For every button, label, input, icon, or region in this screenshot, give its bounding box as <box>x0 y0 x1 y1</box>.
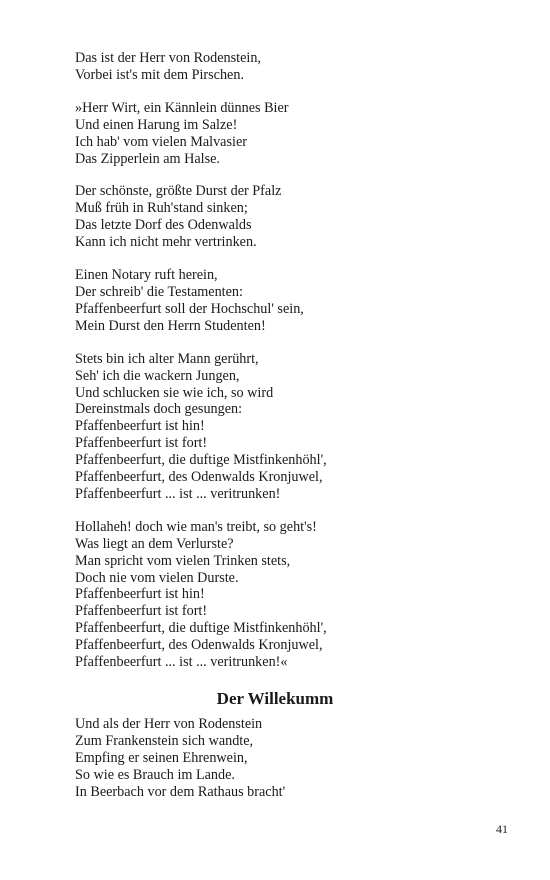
verse-line: Und als der Herr von Rodenstein <box>75 716 263 732</box>
verse-line: Kann ich nicht mehr vertrinken. <box>75 234 257 251</box>
poem-text <box>75 50 515 817</box>
stanza <box>75 183 515 251</box>
verse-line: Der schönste, größte Durst der Pfalz <box>75 183 282 200</box>
verse-line: Stets bin ich alter Mann gerührt, <box>75 350 259 367</box>
verse-line: Pfaffenbeerfurt ... ist ... veritrunken! <box>75 485 281 502</box>
verse-line: Der schreib' die Testamenten: <box>75 283 243 300</box>
verse-line: Man spricht vom vielen Trinken stets, <box>75 552 291 569</box>
verse-line: Ich hab' vom vielen Malvasier <box>75 133 247 150</box>
verse-line: Das letzte Dorf des Odenwalds <box>75 217 252 234</box>
verse-line: In Beerbach vor dem Rathaus bracht' <box>75 783 286 800</box>
verse-line: Pfaffenbeerfurt, die duftige Mistfinkenhöhl', <box>75 452 327 469</box>
verse-line: Empfing er seinen Ehrenwein, <box>75 749 248 766</box>
verse-line: Pfaffenbeerfurt, des Odenwalds Kronjuwel, <box>75 637 323 654</box>
verse-line: Pfaffenbeerfurt ist fort! <box>75 435 208 452</box>
verse-line: Pfaffenbeerfurt ... ist ... veritrunken!« <box>75 654 288 671</box>
stanza <box>75 50 515 84</box>
verse-line: Und einen Harung im Salze! <box>75 116 238 133</box>
verse-line: Pfaffenbeerfurt ist hin! <box>75 586 205 603</box>
poem-stanzas <box>75 50 515 671</box>
verse-line: Pfaffenbeerfurt, die duftige Mistfinkenhöhl', <box>75 620 327 637</box>
verse-line: So wie es Brauch im Lande. <box>75 766 235 783</box>
verse-line: Und schlucken sie wie ich, so wird <box>75 384 274 401</box>
verse-line: Hollaheh! doch wie man's treibt, so geht's! <box>75 518 317 535</box>
verse-line: Mein Durst den Herrn Studenten! <box>75 317 266 334</box>
verse-line: Doch nie vom vielen Durste. <box>75 569 239 586</box>
verse-line: Das Zipperlein am Halse. <box>75 150 220 167</box>
verse-line: Das ist der Herr von Rodenstein, <box>75 50 261 66</box>
verse-line: Einen Notary ruft herein, <box>75 267 218 284</box>
verse-line: Vorbei ist's mit dem Pirschen. <box>75 66 244 83</box>
next-poem-stanza <box>75 716 515 801</box>
stanza <box>75 519 515 671</box>
stanza <box>75 267 515 335</box>
verse-line: Pfaffenbeerfurt ist fort! <box>75 603 208 620</box>
verse-line: Dereinstmals doch gesungen: <box>75 401 243 418</box>
stanza <box>75 100 515 168</box>
verse-line: Seh' ich die wackern Jungen, <box>75 367 240 384</box>
verse-line: Muß früh in Ruh'stand sinken; <box>75 200 248 217</box>
verse-line: Zum Frankenstein sich wandte, <box>75 732 254 749</box>
verse-line: Pfaffenbeerfurt soll der Hochschul' sein, <box>75 300 304 317</box>
verse-line: Pfaffenbeerfurt ist hin! <box>75 418 205 435</box>
page-number: 41 <box>496 822 508 836</box>
stanza <box>75 351 515 503</box>
poem-title: Der Willekumm <box>216 689 334 708</box>
verse-line: Pfaffenbeerfurt, des Odenwalds Kronjuwel, <box>75 469 323 486</box>
verse-line: Was liegt an dem Verlurste? <box>75 535 234 552</box>
verse-line: »Herr Wirt, ein Kännlein dünnes Bier <box>75 99 289 116</box>
